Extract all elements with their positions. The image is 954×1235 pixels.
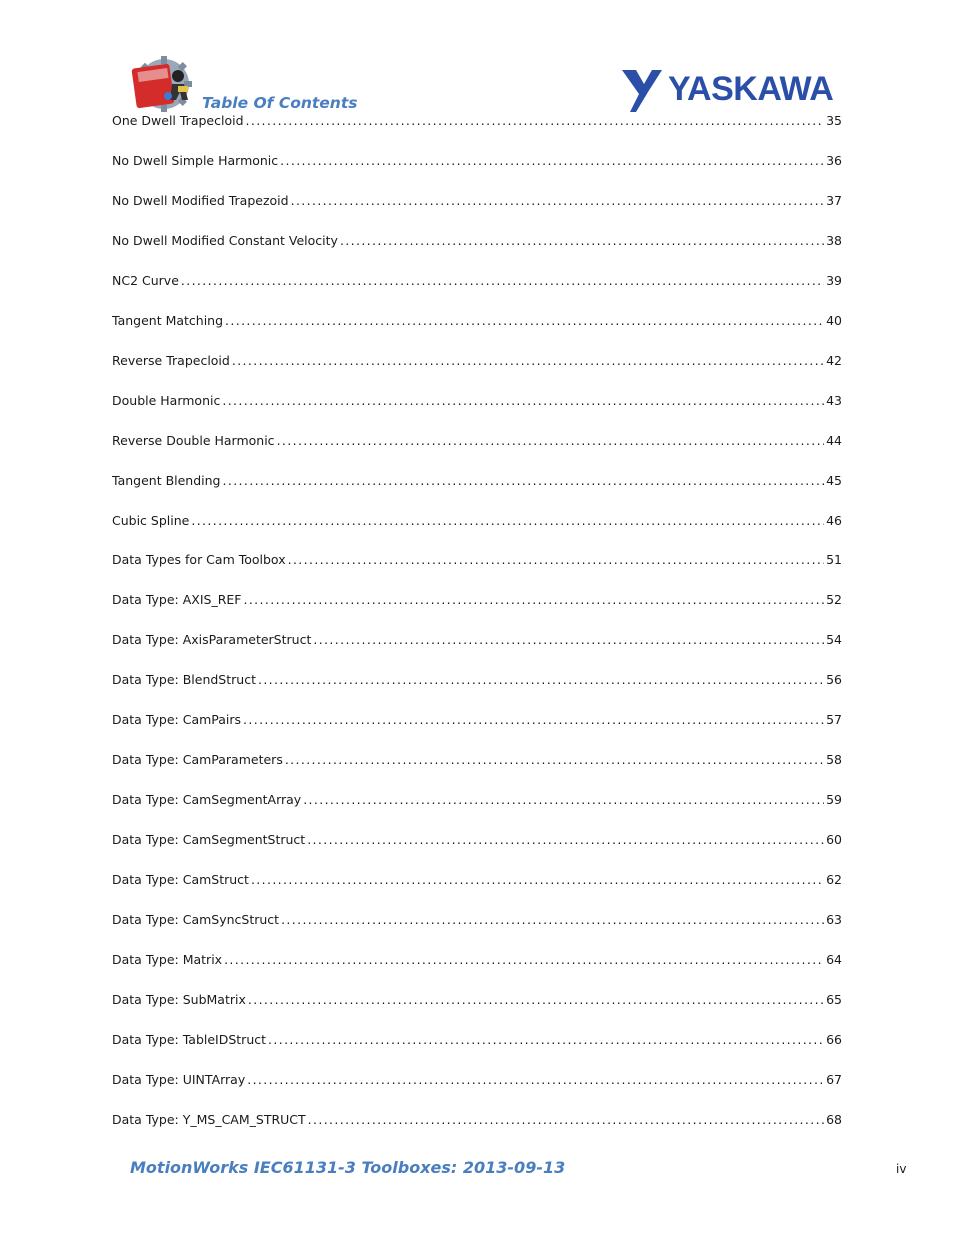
toc-entry-label: Tangent Matching <box>112 312 224 328</box>
footer-document-title: MotionWorks IEC61131-3 Toolboxes: 2013-09-13 <box>130 1158 566 1177</box>
toc-entry-label: No Dwell Modified Constant Velocity <box>112 232 338 248</box>
toc-entry-page: 63 <box>826 912 842 927</box>
toc-dot-leader <box>268 1031 824 1049</box>
toc-entry-page: 66 <box>826 1031 842 1047</box>
toc-entry[interactable] <box>112 871 842 889</box>
toc-entry[interactable] <box>112 1071 842 1089</box>
toc-entry-page: 56 <box>826 672 842 688</box>
toc-dot-leader <box>181 272 824 290</box>
toc-entry-page: 43 <box>826 392 842 408</box>
svg-text:YASKAWA: YASKAWA <box>668 70 834 108</box>
toc-entry[interactable] <box>112 951 842 969</box>
toc-entry-label: Data Type: AxisParameterStruct <box>112 632 312 648</box>
toc-dot-leader <box>225 312 824 330</box>
toc-entry-label: Data Type: CamSegmentStruct <box>112 832 306 848</box>
toc-entry-label: No Dwell Modified Trapezoid <box>112 192 289 208</box>
toc-entry-page: 40 <box>826 312 842 328</box>
toc-entry-page: 46 <box>826 512 842 528</box>
toc-entry[interactable] <box>112 991 842 1009</box>
toc-entry-label: Data Type: CamStruct <box>112 872 249 888</box>
toc-dot-leader <box>307 831 824 849</box>
toc-entry[interactable] <box>112 711 842 729</box>
toc-entry[interactable] <box>112 192 842 210</box>
toc-dot-leader <box>281 911 824 929</box>
toc-dot-leader <box>285 751 824 769</box>
toc-entry-label: Tangent Blending <box>112 472 221 488</box>
toc-entry[interactable] <box>112 671 842 689</box>
toc-entry-label: Data Type: TableIDStruct <box>112 1031 267 1047</box>
toc-entry[interactable] <box>112 551 842 569</box>
toc-dot-leader <box>243 711 824 729</box>
toc-dot-leader <box>224 951 824 969</box>
toc-entry[interactable] <box>112 751 842 769</box>
toc-entry-page: 39 <box>826 272 842 288</box>
toc-dot-leader <box>222 392 824 410</box>
toc-entry[interactable] <box>112 272 842 290</box>
toc-dot-leader <box>277 432 825 450</box>
toc-entry[interactable] <box>112 432 842 450</box>
toc-dot-leader <box>247 1071 824 1089</box>
toc-entry[interactable] <box>112 392 842 410</box>
toc-entry[interactable] <box>112 232 842 250</box>
toc-entry-label: Data Type: AXIS_REF <box>112 592 242 608</box>
toc-dot-leader <box>313 631 824 649</box>
toc-entry-page: 58 <box>826 752 842 768</box>
toc-entry-page: 54 <box>826 632 842 648</box>
toc-entry[interactable] <box>112 112 842 130</box>
toc-entry-page: 60 <box>826 832 842 848</box>
toc-entry-page: 36 <box>826 152 842 168</box>
toc-dot-leader <box>291 192 825 210</box>
toc-entry[interactable] <box>112 591 842 609</box>
toc-entry-label: Double Harmonic <box>112 392 221 408</box>
toc-entry[interactable] <box>112 791 842 809</box>
toc-dot-leader <box>232 352 824 370</box>
toc-entry-label: Data Type: BlendStruct <box>112 672 256 688</box>
toc-dot-leader <box>243 591 824 609</box>
toc-entry-label: Data Type: CamSegmentArray <box>112 792 302 808</box>
yaskawa-logo <box>622 66 844 112</box>
toc-entry-page: 45 <box>826 472 842 488</box>
toc-dot-leader <box>191 512 824 530</box>
motion-works-badge-icon <box>128 56 200 112</box>
toc-entry-page: 51 <box>826 552 842 568</box>
toc-dot-leader <box>340 232 824 250</box>
toc-dot-leader <box>248 991 824 1009</box>
section-title: Table Of Contents <box>202 94 358 112</box>
toc-entry[interactable] <box>112 352 842 370</box>
toc-entry-page: 44 <box>826 432 842 448</box>
toc-entry[interactable] <box>112 1111 842 1129</box>
page-number: iv <box>896 1162 907 1176</box>
toc-entry-label: Reverse Trapecloid <box>112 352 230 368</box>
toc-entry-label: Data Type: Y_MS_CAM_STRUCT <box>112 1111 306 1127</box>
toc-entry[interactable] <box>112 512 842 530</box>
toc-entry-label: Data Type: CamSyncStruct <box>112 912 280 927</box>
toc-entry-page: 38 <box>826 232 842 248</box>
toc-entry[interactable] <box>112 911 842 929</box>
toc-entry-label: Data Type: Matrix <box>112 951 223 967</box>
toc-dot-leader <box>258 671 824 689</box>
toc-entry-page: 65 <box>826 991 842 1007</box>
toc-entry-label: Reverse Double Harmonic <box>112 432 275 448</box>
toc-entry[interactable] <box>112 1031 842 1049</box>
toc-dot-leader <box>303 791 824 809</box>
toc-entry-page: 59 <box>826 792 842 808</box>
toc-dot-leader <box>251 871 824 889</box>
toc-entry[interactable] <box>112 312 842 330</box>
toc-entry[interactable] <box>112 152 842 170</box>
toc-dot-leader <box>246 112 825 130</box>
toc-entry-page: 68 <box>826 1111 842 1127</box>
toc-entry-page: 64 <box>826 951 842 967</box>
toc-entry-label: Data Types for Cam Toolbox <box>112 552 286 568</box>
toc-entry-page: 37 <box>826 192 842 208</box>
toc-entry-page: 67 <box>826 1071 842 1087</box>
toc-entry[interactable] <box>112 472 842 490</box>
toc-entry-label: No Dwell Simple Harmonic <box>112 152 279 168</box>
toc-entry[interactable] <box>112 631 842 649</box>
toc-entry-page: 52 <box>826 592 842 608</box>
toc-entry-label: Data Type: CamPairs <box>112 712 242 728</box>
toc-entry-label: Cubic Spline <box>112 512 190 528</box>
toc-dot-leader <box>280 152 824 170</box>
toc-entry-page: 62 <box>826 872 842 888</box>
toc-entry-page: 35 <box>826 113 842 128</box>
toc-dot-leader <box>288 551 825 569</box>
toc-entry-page: 42 <box>826 352 842 368</box>
toc-entry-label: Data Type: CamParameters <box>112 752 283 768</box>
toc-dot-leader <box>308 1111 824 1129</box>
toc-dot-leader <box>223 472 825 490</box>
toc-entry-page: 57 <box>826 712 842 728</box>
toc-entry-label: One Dwell Trapecloid <box>112 113 244 128</box>
toc-entry-label: Data Type: SubMatrix <box>112 991 246 1007</box>
toc-entry-label: NC2 Curve <box>112 272 179 288</box>
page-header <box>0 0 954 120</box>
toc-entry[interactable] <box>112 831 842 849</box>
toc-entry-label: Data Type: UINTArray <box>112 1071 246 1087</box>
